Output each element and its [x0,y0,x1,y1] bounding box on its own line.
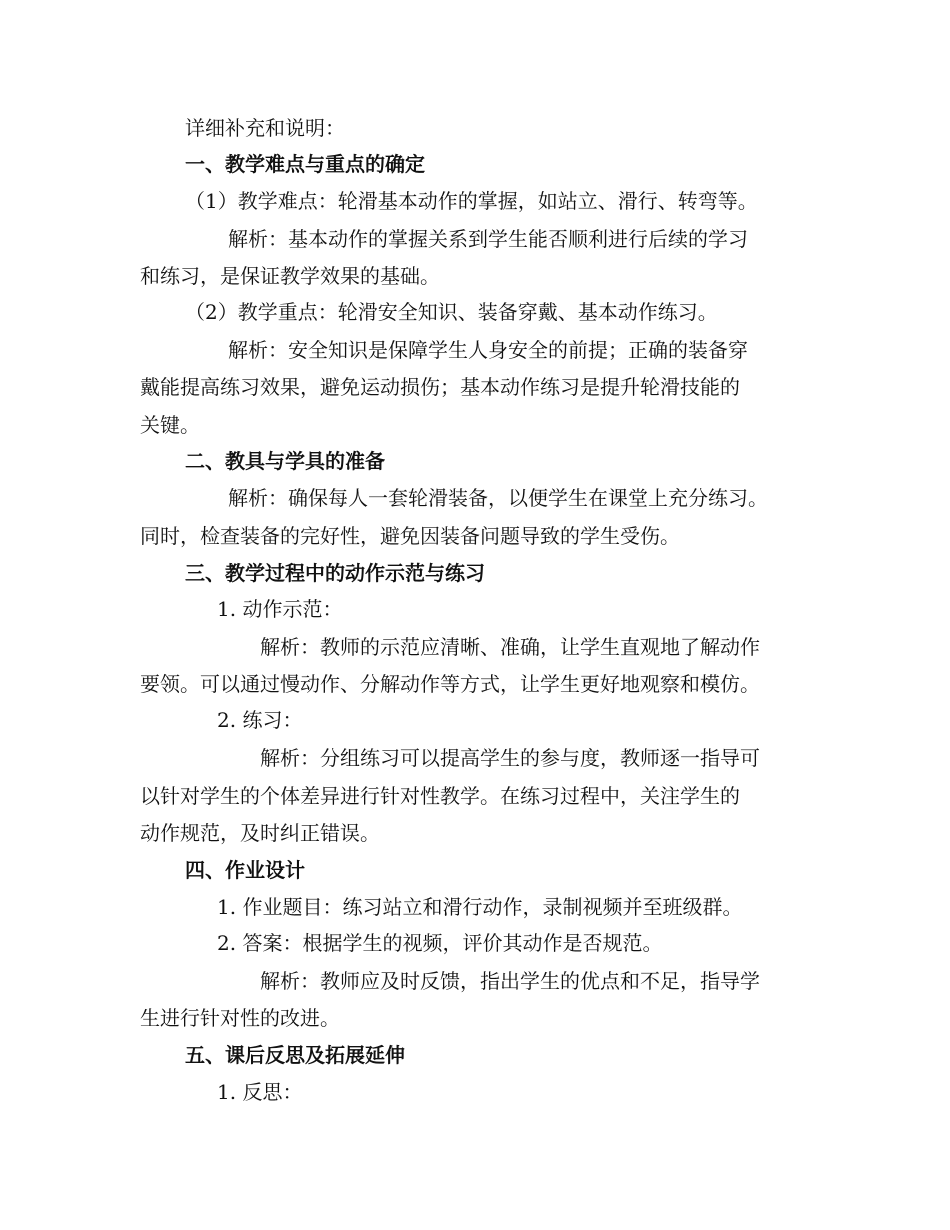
paragraph-line: 解析：基本动作的掌握关系到学生能否顺利进行后续的学习 [228,227,748,251]
section-heading-4: 四、作业设计 [185,858,305,882]
paragraph-line: 动作规范，及时纠正错误。 [140,821,380,845]
paragraph-line: 解析：教师应及时反馈，指出学生的优点和不足，指导学 [260,969,760,993]
section-heading-3: 三、教学过程中的动作示范与练习 [185,561,485,585]
list-item: 1. 反思： [217,1080,303,1104]
intro-line: 详细补充和说明： [185,116,345,140]
paragraph-line: 要领。可以通过慢动作、分解动作等方式，让学生更好地观察和模仿。 [140,672,760,696]
section-heading-1: 一、教学难点与重点的确定 [185,152,425,176]
paragraph-line: 以针对学生的个体差异进行针对性教学。在练习过程中，关注学生的 [140,784,740,808]
paragraph-line: 解析：分组练习可以提高学生的参与度，教师逐一指导可 [260,746,760,770]
list-item: 1. 作业题目：练习站立和滑行动作，录制视频并至班级群。 [217,895,743,919]
paragraph-line: （2）教学重点：轮滑安全知识、装备穿戴、基本动作练习。 [185,300,718,324]
paragraph-line: 解析：教师的示范应清晰、准确，让学生直观地了解动作 [260,635,760,659]
paragraph-line: 戴能提高练习效果，避免运动损伤；基本动作练习是提升轮滑技能的 [140,375,740,399]
section-heading-2: 二、教具与学具的准备 [185,449,385,473]
list-item: 2. 答案：根据学生的视频，评价其动作是否规范。 [217,931,663,955]
paragraph-line: 同时，检查装备的完好性，避免因装备问题导致的学生受伤。 [140,524,680,548]
paragraph-line: （1）教学难点：轮滑基本动作的掌握，如站立、滑行、转弯等。 [185,189,758,213]
paragraph-line: 解析：确保每人一套轮滑装备，以便学生在课堂上充分练习。 [228,486,768,510]
paragraph-line: 解析：安全知识是保障学生人身安全的前提；正确的装备穿 [228,338,748,362]
paragraph-line: 和练习，是保证教学效果的基础。 [140,264,440,288]
section-heading-5: 五、课后反思及拓展延伸 [185,1043,405,1067]
list-item: 1. 动作示范： [217,597,343,621]
list-item: 2. 练习： [217,708,303,732]
paragraph-line: 生进行针对性的改进。 [140,1006,340,1030]
paragraph-line: 关键。 [140,413,200,437]
